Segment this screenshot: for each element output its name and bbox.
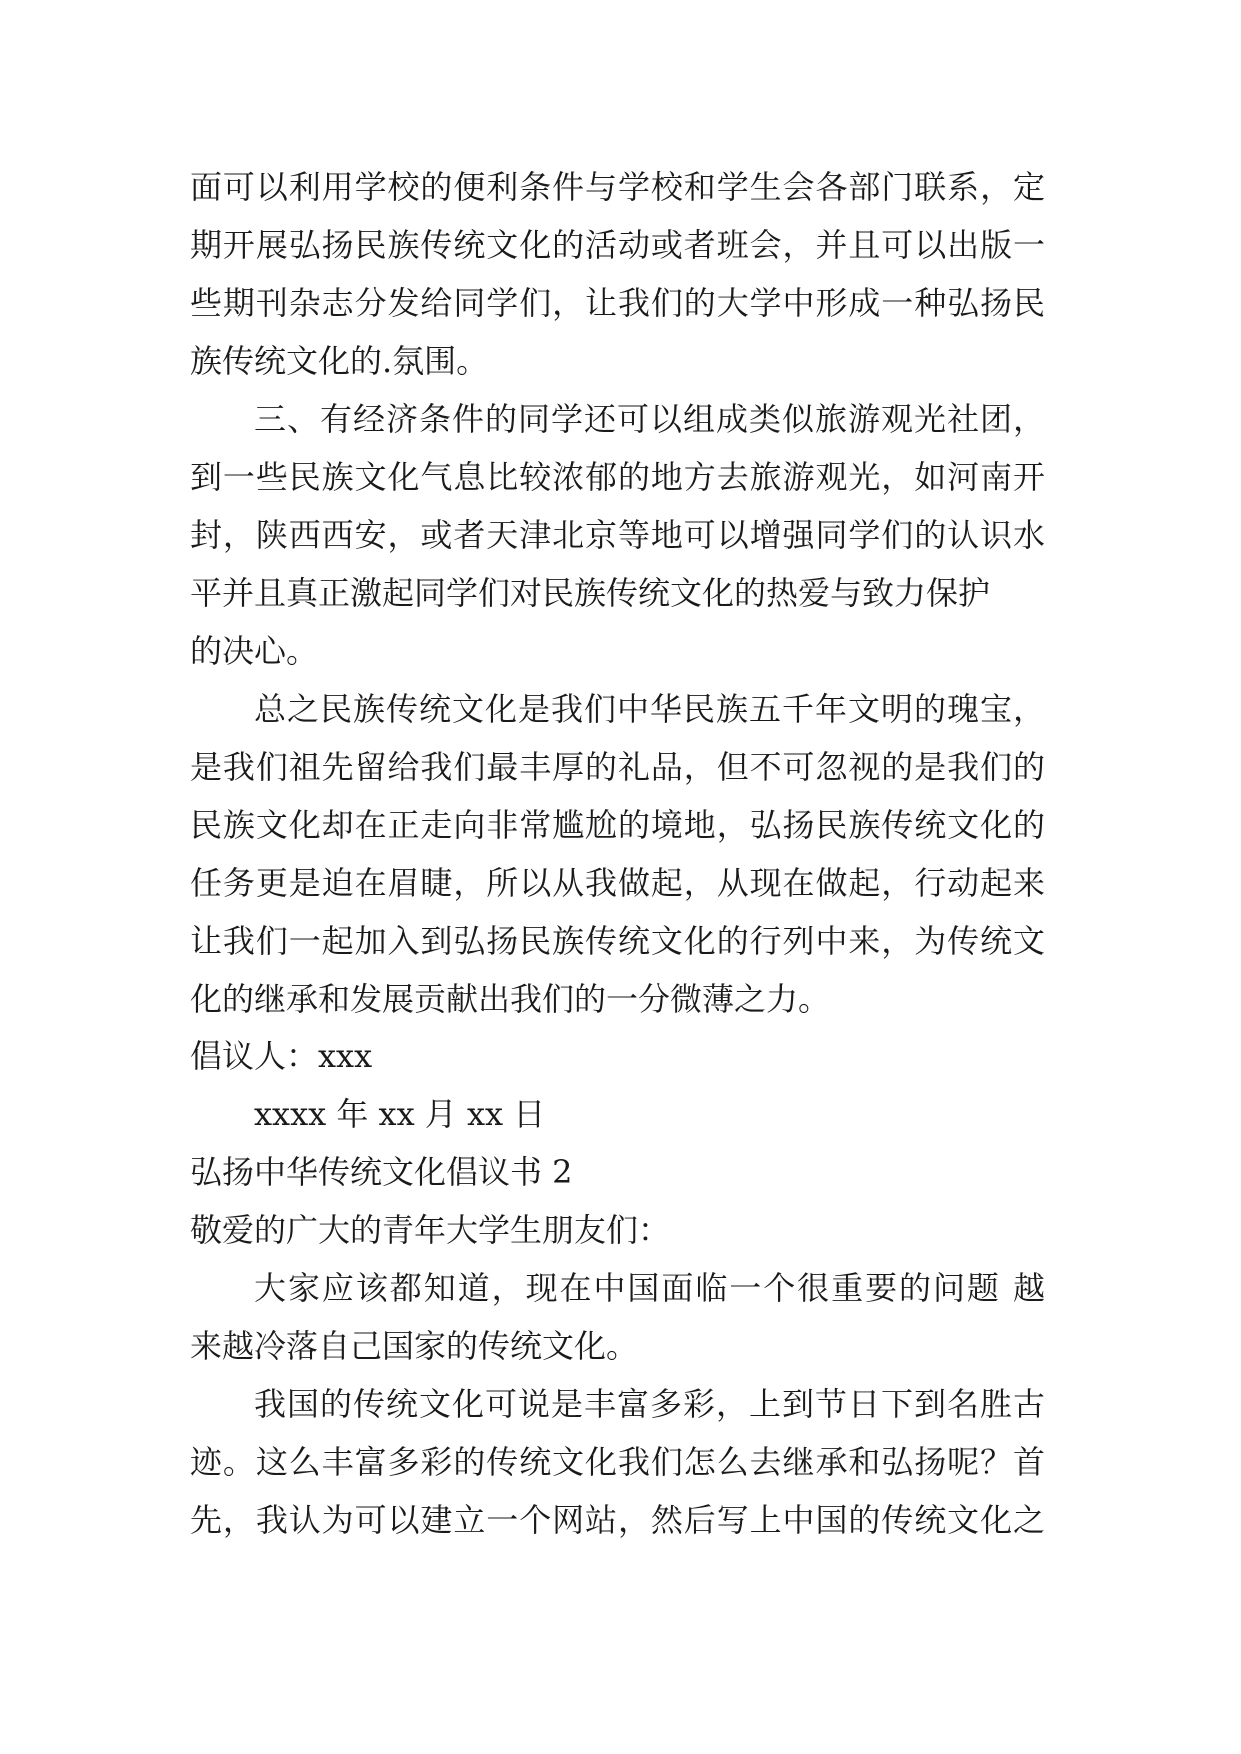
section-title: 弘扬中华传统文化倡议书 2 (190, 1153, 573, 1191)
paragraph-1-line-4: 族传统文化的.氛围。 (190, 342, 489, 380)
salutation: 敬爱的广大的青年大学生朋友们： (190, 1211, 671, 1249)
proposer-line: 倡议人：xxx (190, 1037, 373, 1075)
paragraph-3-line-6: 化的继承和发展贡献出我们的一分微薄之力。 (190, 980, 831, 1018)
paragraph-3-line-5: 让我们一起加入到弘扬民族传统文化的行列中来，为传统文 (190, 922, 1045, 960)
paragraph-2-line-2: 到一些民族文化气息比较浓郁的地方去旅游观光，如河南开 (190, 458, 1045, 496)
paragraph-4-line-2: 来越冷落自己国家的传统文化。 (190, 1327, 639, 1365)
paragraph-1-line-2: 期开展弘扬民族传统文化的活动或者班会，并且可以出版一 (190, 226, 1045, 264)
date-line: xxxx 年 xx 月 xx 日 (254, 1095, 546, 1133)
paragraph-1-line-3: 些期刊杂志分发给同学们，让我们的大学中形成一种弘扬民 (190, 284, 1045, 322)
paragraph-2-line-5: 的决心。 (190, 632, 319, 670)
paragraph-3-line-3: 民族文化却在正走向非常尴尬的境地，弘扬民族传统文化的 (190, 806, 1045, 844)
paragraph-5-line-2: 迹。这么丰富多彩的传统文化我们怎么去继承和弘扬呢？首 (190, 1443, 1045, 1481)
paragraph-3-line-1: 总之民族传统文化是我们中华民族五千年文明的瑰宝， (254, 690, 1045, 728)
paragraph-3-line-2: 是我们祖先留给我们最丰厚的礼品，但不可忽视的是我们的 (190, 748, 1045, 786)
paragraph-3-line-4: 任务更是迫在眉睫，所以从我做起，从现在做起，行动起来 (190, 864, 1045, 902)
paragraph-2-line-3: 封，陕西西安，或者天津北京等地可以增强同学们的认识水 (190, 516, 1045, 554)
paragraph-4-line-1: 大家应该都知道，现在中国面临一个很重要的问题 越 (254, 1269, 1045, 1307)
paragraph-2-line-4: 平并且真正激起同学们对民族传统文化的热爱与致力保护 (190, 574, 991, 612)
paragraph-5-line-1: 我国的传统文化可说是丰富多彩，上到节日下到名胜古 (254, 1385, 1045, 1423)
paragraph-1-line-1: 面可以利用学校的便利条件与学校和学生会各部门联系，定 (190, 168, 1045, 206)
paragraph-2-line-1: 三、有经济条件的同学还可以组成类似旅游观光社团， (254, 400, 1045, 438)
paragraph-5-line-3: 先，我认为可以建立一个网站，然后写上中国的传统文化之 (190, 1501, 1045, 1539)
